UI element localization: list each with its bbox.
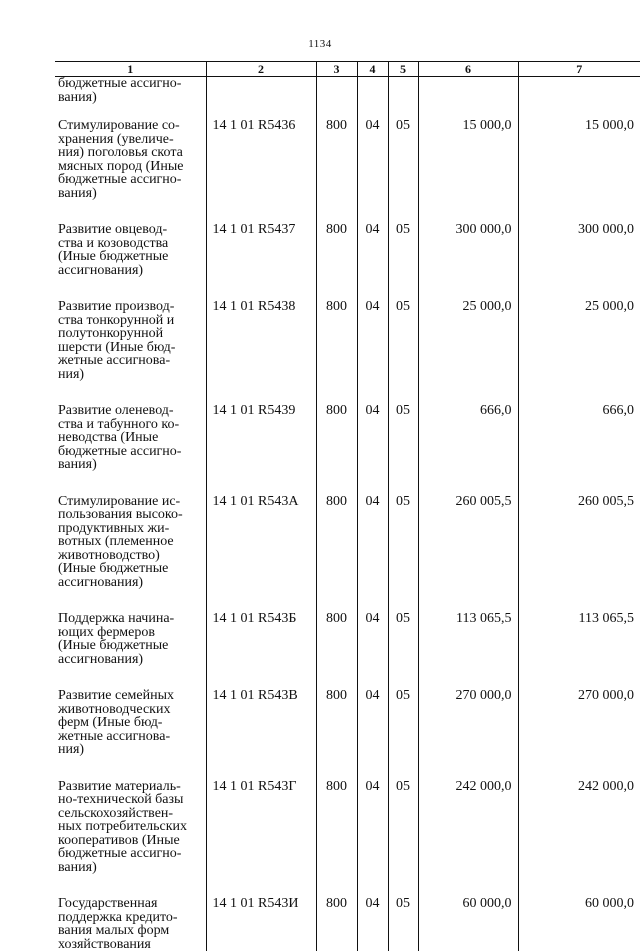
table-row <box>55 298 640 402</box>
cell-col-3: 800 <box>316 778 357 896</box>
cell-col-7: 15 000,0 <box>518 117 640 221</box>
cell-name: Развитие оленевод- ства и табунного ко- неводства (Иные бюджетные ассигно- вания) <box>58 403 182 472</box>
cell-col-3: 800 <box>316 493 357 611</box>
cell-col-6: 25 000,0 <box>418 298 518 402</box>
cell-col-5: 05 <box>388 778 418 896</box>
table-row <box>55 687 640 778</box>
cell-col-4: 04 <box>357 221 388 298</box>
cell-col-7: 242 000,0 <box>518 778 640 896</box>
cell-col-5 <box>388 77 418 118</box>
cell-code: 14 1 01 R543И <box>206 895 316 951</box>
cell-name: Развитие семейных животноводческих ферм (Иные бюд- жетные ассигнова- ния) <box>58 688 175 757</box>
cell-col-6: 260 005,5 <box>418 493 518 611</box>
continuation-row <box>55 77 640 118</box>
cell-col-3: 800 <box>316 610 357 687</box>
cell-code <box>206 77 316 118</box>
cell-col-4: 04 <box>357 610 388 687</box>
table-header <box>55 62 640 77</box>
cell-col-6: 15 000,0 <box>418 117 518 221</box>
header-col-7: 7 <box>518 62 640 77</box>
cell-code: 14 1 01 R543А <box>206 493 316 611</box>
table-row <box>55 221 640 298</box>
cell-col-6: 300 000,0 <box>418 221 518 298</box>
cell-col-7: 60 000,0 <box>518 895 640 951</box>
cell-name: Стимулирование ис- пользования высоко- продуктивных жи- вотных (племенное животноводство) (Иные бюджетные ассигнования) <box>58 493 183 590</box>
cell-name: Поддержка начина- ющих фермеров (Иные бюджетные ассигнования) <box>58 611 175 667</box>
cell-col-5: 05 <box>388 298 418 402</box>
cell-code: 14 1 01 R5437 <box>206 221 316 298</box>
cell-col-6: 270 000,0 <box>418 687 518 778</box>
cell-col-7 <box>518 77 640 118</box>
cell-name: Государственная поддержка кредито- вания малых форм хозяйствования <box>58 896 178 952</box>
cell-col-7: 666,0 <box>518 402 640 493</box>
cell-col-6: 113 065,5 <box>418 610 518 687</box>
cell-col-5: 05 <box>388 493 418 611</box>
table-row <box>55 402 640 493</box>
cell-col-5: 05 <box>388 687 418 778</box>
header-col-6: 6 <box>418 62 518 77</box>
header-col-3: 3 <box>316 62 357 77</box>
header-col-4: 4 <box>357 62 388 77</box>
header-col-5: 5 <box>388 62 418 77</box>
header-row <box>55 62 640 77</box>
cell-col-7: 113 065,5 <box>518 610 640 687</box>
table-body <box>55 77 640 952</box>
cell-col-4: 04 <box>357 687 388 778</box>
cell-code: 14 1 01 R5438 <box>206 298 316 402</box>
cell-col-4: 04 <box>357 402 388 493</box>
cell-code: 14 1 01 R5436 <box>206 117 316 221</box>
cell-col-6: 60 000,0 <box>418 895 518 951</box>
cell-col-6: 242 000,0 <box>418 778 518 896</box>
cell-col-3: 800 <box>316 895 357 951</box>
cell-col-7: 300 000,0 <box>518 221 640 298</box>
table-row <box>55 610 640 687</box>
cell-col-3 <box>316 77 357 118</box>
cell-col-4 <box>357 77 388 118</box>
cell-name: Развитие овцевод- ства и козоводства (Иные бюджетные ассигнования) <box>58 222 169 278</box>
cell-col-7: 260 005,5 <box>518 493 640 611</box>
cell-name: Стимулирование со- хранения (увеличе- ния) поголовья скота мясных пород (Иные бюджетные ассигно- вания) <box>58 118 184 201</box>
table-row <box>55 493 640 611</box>
cell-col-7: 25 000,0 <box>518 298 640 402</box>
cell-name: Развитие материаль- но-технической базы сельскохозяйствен- ных потребительских кооперативов (Иные бюджетные ассигно- вания) <box>58 778 188 875</box>
header-col-1: 1 <box>55 62 206 77</box>
cell-col-5: 05 <box>388 610 418 687</box>
budget-table <box>55 61 640 951</box>
cell-code: 14 1 01 R543Б <box>206 610 316 687</box>
table-row <box>55 778 640 896</box>
cell-col-3: 800 <box>316 402 357 493</box>
cell-name: бюджетные ассигно- вания) <box>58 76 182 105</box>
cell-col-5: 05 <box>388 895 418 951</box>
cell-code: 14 1 01 R543Г <box>206 778 316 896</box>
cell-col-4: 04 <box>357 298 388 402</box>
cell-col-5: 05 <box>388 117 418 221</box>
cell-col-3: 800 <box>316 221 357 298</box>
page-number: 1134 <box>308 38 332 50</box>
cell-col-4: 04 <box>357 493 388 611</box>
cell-col-4: 04 <box>357 778 388 896</box>
header-col-2: 2 <box>206 62 316 77</box>
cell-col-7: 270 000,0 <box>518 687 640 778</box>
cell-code: 14 1 01 R5439 <box>206 402 316 493</box>
cell-col-5: 05 <box>388 221 418 298</box>
cell-col-6: 666,0 <box>418 402 518 493</box>
table-row <box>55 895 640 951</box>
cell-col-5: 05 <box>388 402 418 493</box>
cell-col-4: 04 <box>357 117 388 221</box>
cell-col-3: 800 <box>316 117 357 221</box>
cell-name: Развитие производ- ства тонкорунной и полутонкорунной шерсти (Иные бюд- жетные ассигнова- ния) <box>58 299 176 382</box>
cell-code: 14 1 01 R543В <box>206 687 316 778</box>
cell-col-3: 800 <box>316 687 357 778</box>
cell-col-3: 800 <box>316 298 357 402</box>
cell-col-4: 04 <box>357 895 388 951</box>
table-row <box>55 117 640 221</box>
cell-col-6 <box>418 77 518 118</box>
